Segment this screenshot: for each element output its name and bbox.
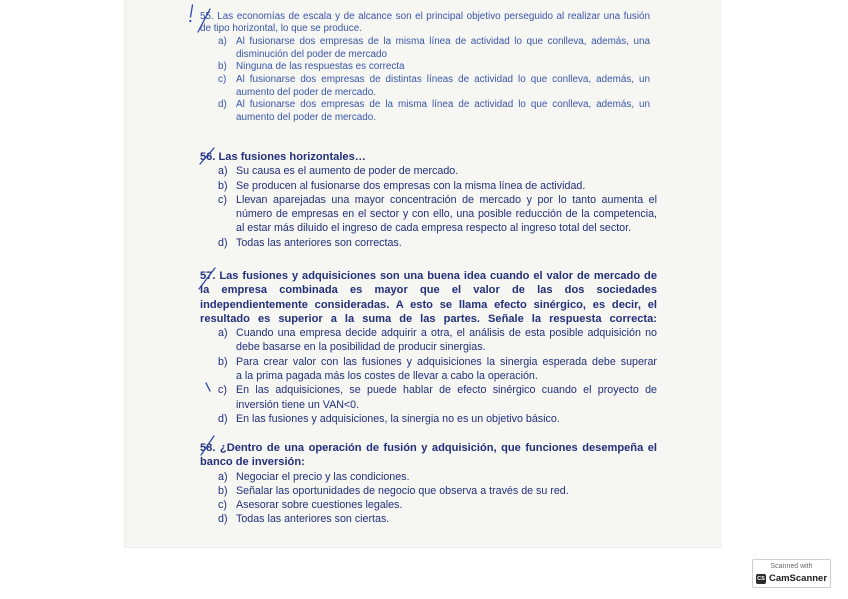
answer-option-a xyxy=(218,36,650,61)
badge-brand-row xyxy=(753,573,830,584)
stem-line: de tipo horizontal, lo que se produce. xyxy=(200,23,362,35)
option-text xyxy=(236,236,657,250)
option-label: b) xyxy=(218,179,228,192)
option-text xyxy=(236,470,657,484)
stem-text: Las fusiones y adquisiciones son una buena idea cuando el valor de mercado de xyxy=(219,270,657,282)
option-line: al estar más diluido el ingreso de cada empresa respecto al ingreso total del sector. xyxy=(236,222,632,235)
camscanner-badge xyxy=(752,559,831,588)
question-58 xyxy=(200,441,657,527)
option-line: Llevan aparejadas una mayor concentración de mercado y por lo tanto aumenta el xyxy=(236,193,657,206)
option-text xyxy=(236,193,657,236)
stem-text: Las fusiones horizontales… xyxy=(218,151,366,163)
question-57 xyxy=(200,269,657,426)
option-text xyxy=(236,326,657,355)
question-number: 55. xyxy=(200,10,214,22)
badge-caption: Scanned with xyxy=(770,563,813,570)
answer-option-b xyxy=(218,355,657,384)
badge-brand: CamScanner xyxy=(768,573,828,584)
question-stem xyxy=(200,150,657,164)
stem-line xyxy=(200,441,657,455)
option-label: d) xyxy=(218,412,228,425)
option-label: a) xyxy=(218,165,228,178)
option-text xyxy=(236,484,657,498)
option-line: Para crear valor con las fusiones y adquisiciones la sinergia esperada debe superar xyxy=(236,355,657,368)
option-line: número de empresas en el sector y con ello, una posible reducción de la competencia, xyxy=(236,208,657,221)
option-line: inversión tiene un VAN<0. xyxy=(236,398,360,411)
stem-line xyxy=(200,150,657,164)
answer-option-c xyxy=(218,383,657,412)
option-text xyxy=(236,412,657,426)
option-text xyxy=(236,512,657,526)
answer-option-d xyxy=(218,236,657,250)
option-line: Señalar las oportunidades de negocio que observa a través de su red. xyxy=(236,484,569,497)
answer-option-b xyxy=(218,179,657,193)
option-label: b) xyxy=(218,484,228,497)
stem-text: ¿Dentro de una operación de fusión y adquisición, que funciones desempeña el xyxy=(219,442,657,454)
answer-option-a xyxy=(218,470,657,484)
option-line: Al fusionarse dos empresas de distintas líneas de actividad lo que conlleva, además, un xyxy=(236,74,650,86)
option-label: b) xyxy=(218,355,228,368)
option-label: a) xyxy=(218,35,227,47)
option-label: a) xyxy=(218,327,228,340)
answer-option-c xyxy=(218,193,657,236)
option-label: b) xyxy=(218,61,227,73)
option-label: d) xyxy=(218,99,227,111)
stem-line xyxy=(200,11,650,24)
answer-option-c xyxy=(218,74,650,99)
option-line: Asesorar sobre cuestiones legales. xyxy=(236,499,403,512)
option-text xyxy=(236,74,650,99)
question-stem xyxy=(200,441,657,470)
option-label: a) xyxy=(218,470,228,483)
option-line: aumento del poder de mercado. xyxy=(236,112,376,124)
option-line: a la prima pagada más los costes de llevar a cabo la operación. xyxy=(236,370,538,383)
option-text xyxy=(236,164,657,178)
answer-option-a xyxy=(218,164,657,178)
answer-option-d xyxy=(218,512,657,526)
stem-line: la empresa combinada es mayor que el valor de las dos sociedades xyxy=(200,284,657,297)
stem-line: independientemente consideradas. A esto se llama efecto sinérgico, es decir, el xyxy=(200,298,657,311)
option-line: Se producen al fusionarse dos empresas con la misma línea de actividad. xyxy=(236,179,586,192)
option-label: d) xyxy=(218,236,228,249)
option-text xyxy=(236,498,657,512)
answer-option-b xyxy=(218,61,650,74)
option-line: Al fusionarse dos empresas de la misma línea de actividad lo que conlleva, además, una xyxy=(236,35,650,47)
option-line: disminución del poder de mercado xyxy=(236,48,387,60)
option-text xyxy=(236,36,650,61)
option-line: Todas las anteriores son ciertas. xyxy=(236,513,390,526)
answer-option-d xyxy=(218,99,650,124)
question-number: 57. xyxy=(200,270,216,282)
option-line: Negociar el precio y las condiciones. xyxy=(236,470,410,483)
option-label: d) xyxy=(218,513,228,526)
option-line: En las adquisiciones, se puede hablar de efecto sinérgico cuando el proyecto de xyxy=(236,384,657,397)
option-line: Ninguna de las respuestas es correcta xyxy=(236,61,405,73)
stem-line: resultado es superior a la suma de las partes. Señale la respuesta correcta: xyxy=(200,312,657,325)
option-line: Cuando una empresa decide adquirir a otra, el análisis de esta posible adquisición no xyxy=(236,327,657,340)
answer-option-d xyxy=(218,412,657,426)
option-label: c) xyxy=(218,193,227,206)
answer-option-c xyxy=(218,498,657,512)
question-56 xyxy=(200,150,657,250)
option-text xyxy=(236,355,657,384)
stem-line xyxy=(200,269,657,283)
option-line: Su causa es el aumento de poder de mercado. xyxy=(236,165,459,178)
option-line: debe basarse en la posibilidad de producir sinergias. xyxy=(236,341,486,354)
option-label: c) xyxy=(218,499,227,512)
option-text xyxy=(236,99,650,124)
option-line: En las fusiones y adquisiciones, la sinergia no es un objetivo básico. xyxy=(236,412,560,425)
option-text xyxy=(236,61,650,74)
stem-line: banco de inversión: xyxy=(200,456,305,469)
option-text xyxy=(236,383,657,412)
option-line: aumento del poder de mercado. xyxy=(236,86,376,98)
question-55 xyxy=(200,11,650,125)
question-stem xyxy=(200,269,657,326)
question-stem xyxy=(200,11,650,36)
option-label: c) xyxy=(218,384,227,397)
answer-option-a xyxy=(218,326,657,355)
option-label: c) xyxy=(218,74,227,86)
option-line: Al fusionarse dos empresas de la misma línea de actividad lo que conlleva, además, un xyxy=(236,99,650,111)
camscanner-logo-icon: CS xyxy=(757,575,765,582)
answer-option-b xyxy=(218,484,657,498)
stem-text: Las economías de escala y de alcance son el principal objetivo perseguido al realizar una fusión xyxy=(217,10,650,22)
question-number: 58. xyxy=(200,442,216,454)
question-number: 56. xyxy=(200,151,216,163)
option-line: Todas las anteriores son correctas. xyxy=(236,236,402,249)
option-text xyxy=(236,179,657,193)
